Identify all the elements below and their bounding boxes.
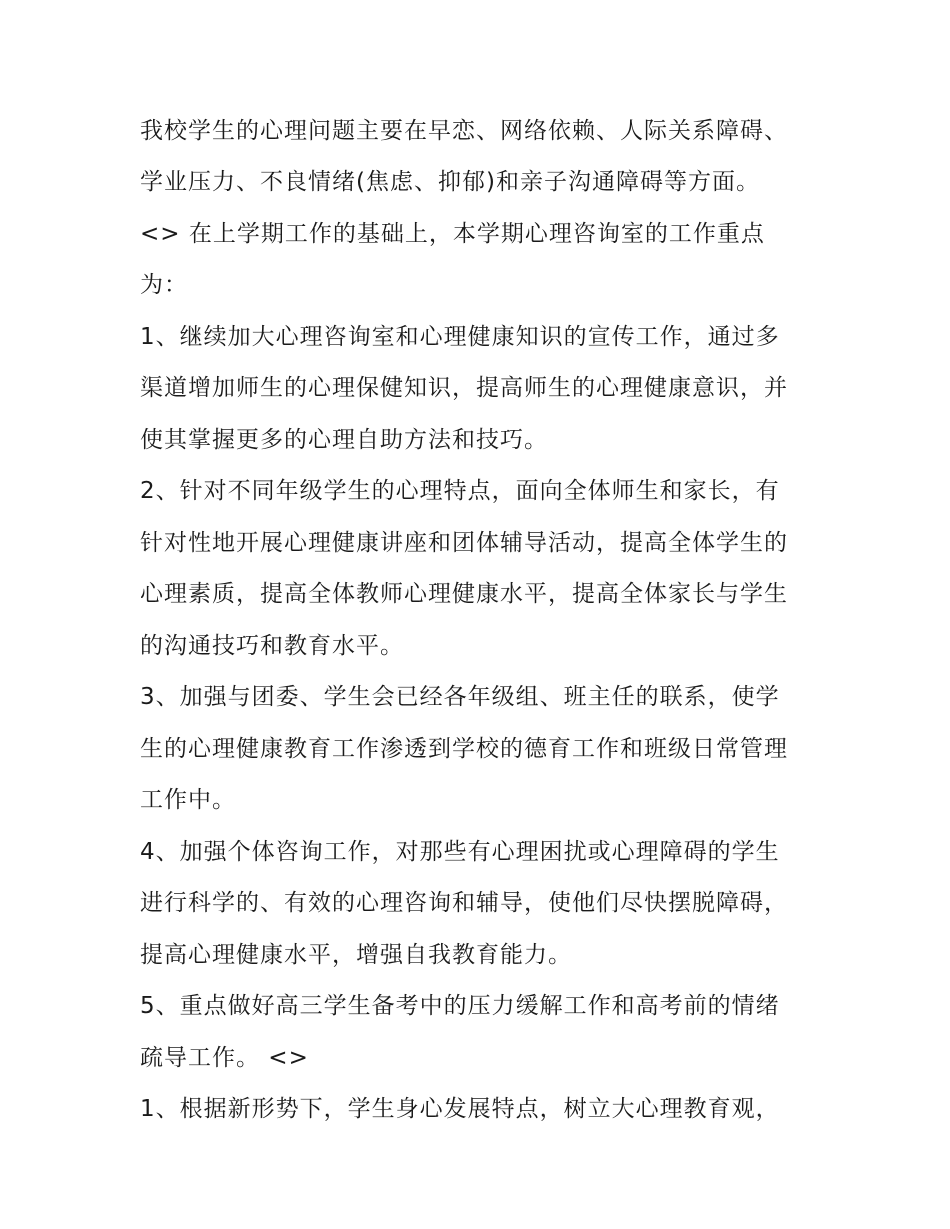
text-line: 工作中。 <box>140 787 236 813</box>
text-line: 针对性地开展心理健康讲座和团体辅导活动，提高全体学生的 <box>140 530 788 556</box>
text-line: 我校学生的心理问题主要在早恋、网络依赖、人际关系障碍、 <box>140 118 788 144</box>
text-line: 1、根据新形势下，学生身心发展特点，树立大心理教育观， <box>140 1096 780 1122</box>
text-line: 心理素质，提高全体教师心理健康水平，提高全体家长与学生 <box>140 581 788 607</box>
text-line: 4、加强个体咨询工作，对那些有心理困扰或心理障碍的学生 <box>140 839 780 865</box>
text-line: 3、加强与团委、学生会已经各年级组、班主任的联系，使学 <box>140 684 780 710</box>
text-line: 为： <box>140 272 188 298</box>
body-text <box>140 106 840 1135</box>
text-line: 生的心理健康教育工作渗透到学校的德育工作和班级日常管理 <box>140 736 788 762</box>
text-line: 2、针对不同年级学生的心理特点，面向全体师生和家长，有 <box>140 478 780 504</box>
text-line: 渠道增加师生的心理保健知识，提高师生的心理健康意识，并 <box>140 375 788 401</box>
text-line: 疏导工作。 <> <box>140 1045 309 1071</box>
text-line: 进行科学的、有效的心理咨询和辅导，使他们尽快摆脱障碍， <box>140 890 788 916</box>
text-line: 5、重点做好高三学生备考中的压力缓解工作和高考前的情绪 <box>140 993 780 1019</box>
text-line: 提高心理健康水平，增强自我教育能力。 <box>140 942 572 968</box>
text-line: 的沟通技巧和教育水平。 <box>140 633 404 659</box>
text-line: 学业压力、不良情绪(焦虑、抑郁)和亲子沟通障碍等方面。 <box>140 169 760 195</box>
text-line: 1、继续加大心理咨询室和心理健康知识的宣传工作，通过多 <box>140 324 780 350</box>
text-line: <> 在上学期工作的基础上，本学期心理咨询室的工作重点 <box>140 221 765 247</box>
text-line: 使其掌握更多的心理自助方法和技巧。 <box>140 427 548 453</box>
